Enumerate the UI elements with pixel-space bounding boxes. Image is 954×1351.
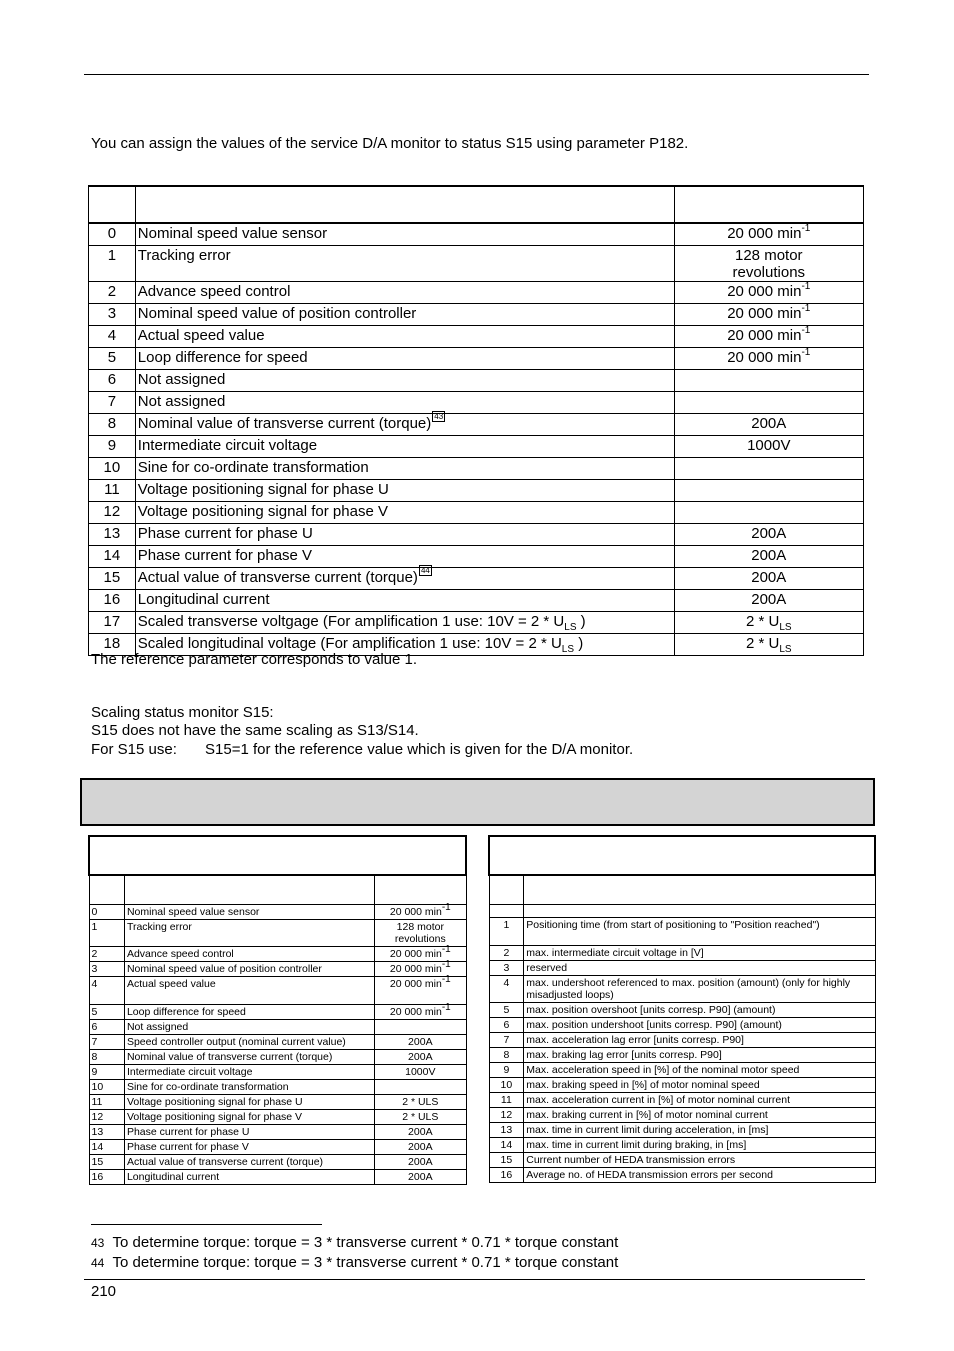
table-row — [89, 326, 864, 348]
row-number: 6 — [489, 1018, 524, 1033]
row-description: Voltage positioning signal for phase U — [124, 1095, 374, 1110]
right-table-title-row — [489, 836, 875, 875]
table-row — [89, 1125, 466, 1140]
table-row — [89, 1155, 466, 1170]
row-reference — [375, 1020, 466, 1035]
table-row — [89, 304, 864, 326]
reference-subscript: LS — [779, 644, 792, 655]
row-number: 12 — [89, 1110, 124, 1125]
description-text: Sine for co-ordinate transformation — [137, 459, 369, 476]
section-heading-bar — [80, 778, 875, 826]
row-reference — [674, 282, 863, 304]
row-description — [135, 246, 674, 282]
row-number: 15 — [89, 1155, 124, 1170]
row-number: 8 — [489, 1048, 524, 1063]
row-number: 4 — [89, 977, 124, 1005]
row-reference — [674, 246, 863, 282]
row-number: 2 — [89, 282, 136, 304]
row-description: Nominal speed value sensor — [124, 905, 374, 920]
row-number: 0 — [89, 905, 124, 920]
description-text: Nominal speed value sensor — [137, 225, 328, 242]
description-text: Loop difference for speed — [137, 349, 308, 366]
table-row — [89, 1050, 466, 1065]
row-number: 0 — [89, 223, 136, 246]
header-cell-num — [89, 186, 136, 223]
row-reference — [674, 304, 863, 326]
row-description — [135, 568, 674, 590]
row-description: Not assigned — [124, 1020, 374, 1035]
reference-superscript: -1 — [441, 901, 451, 913]
reference-superscript: -1 — [801, 223, 811, 234]
row-description — [135, 502, 674, 524]
header-cell-desc — [135, 186, 674, 223]
reference-note: The reference parameter corresponds to value 1. — [91, 651, 418, 668]
row-reference — [375, 1001, 466, 1020]
row-description — [135, 223, 674, 246]
row-reference — [674, 392, 863, 414]
row-number: 13 — [89, 1125, 124, 1140]
row-description — [135, 326, 674, 348]
row-number: 14 — [489, 1138, 524, 1153]
reference-superscript: -1 — [801, 325, 811, 336]
page-number: 210 — [91, 1283, 117, 1300]
left-monitor-table — [88, 835, 467, 1185]
footnote-number: 43 — [91, 1236, 105, 1250]
row-description: Phase current for phase U — [124, 1125, 374, 1140]
row-number: 6 — [89, 1020, 124, 1035]
row-reference — [375, 1140, 466, 1155]
footnote-reference: 44 — [420, 566, 430, 575]
row-reference — [674, 524, 863, 546]
reference-value: 20 000 min — [389, 963, 442, 975]
reference-value: 1000V — [747, 437, 791, 454]
row-description — [135, 458, 674, 480]
row-description: Current number of HEDA transmission errors — [524, 1153, 875, 1168]
description-text: Nominal value of transverse current (torque) — [137, 415, 432, 432]
reference-value: 200A — [408, 1126, 433, 1138]
row-description: Actual value of transverse current (torque) — [124, 1155, 374, 1170]
row-number: 5 — [489, 1003, 524, 1018]
table-row — [489, 1063, 875, 1078]
footnote-43 — [91, 1234, 618, 1252]
reference-value: 200A — [408, 1036, 433, 1048]
description-text: Actual value of transverse current (torque) — [137, 569, 418, 586]
table-row — [489, 918, 875, 946]
table-row — [489, 1033, 875, 1048]
description-text: Phase current for phase V — [137, 547, 313, 564]
row-reference — [375, 1155, 466, 1170]
row-number: 5 — [89, 348, 136, 370]
row-number: 9 — [89, 1065, 124, 1080]
reference-value: 20 000 min — [389, 978, 442, 990]
row-number: 1 — [89, 920, 124, 947]
table-row — [89, 348, 864, 370]
scaling-use-label: For S15 use: — [91, 741, 177, 758]
row-reference — [375, 1080, 466, 1095]
description-subscript: LS — [561, 644, 575, 655]
header-rule — [84, 74, 869, 75]
table-row — [89, 1110, 466, 1125]
footnote-number: 44 — [91, 1256, 105, 1270]
row-description: Loop difference for speed — [124, 1005, 374, 1020]
row-number: 10 — [489, 1078, 524, 1093]
description-text: Scaled longitudinal voltage (For amplification 1 use: 10V = 2 * U — [137, 635, 562, 652]
reference-value: 200A — [751, 415, 787, 432]
row-description — [135, 282, 674, 304]
row-description: Speed controller output (nominal current value) — [124, 1035, 374, 1050]
row-number: 9 — [89, 436, 136, 458]
reference-value: 200A — [751, 547, 787, 564]
row-reference — [674, 370, 863, 392]
row-number: 12 — [89, 502, 136, 524]
table-row — [489, 1048, 875, 1063]
reference-value: 2 * U — [745, 635, 780, 652]
row-reference — [674, 590, 863, 612]
row-number: 18 — [89, 634, 136, 656]
reference-value: 200A — [408, 1156, 433, 1168]
description-text: Not assigned — [137, 371, 226, 388]
reference-value: 200A — [408, 1171, 433, 1183]
reference-superscript: -1 — [441, 958, 451, 970]
row-reference — [375, 973, 466, 1005]
table-row — [89, 282, 864, 304]
row-description — [135, 546, 674, 568]
row-number: 14 — [89, 546, 136, 568]
row-description: Nominal speed value of position controller — [124, 962, 374, 977]
table-row — [89, 546, 864, 568]
reference-superscript: -1 — [801, 281, 811, 292]
row-number: 7 — [89, 1035, 124, 1050]
table-row — [89, 1080, 466, 1095]
table-row — [489, 1153, 875, 1168]
row-description: Nominal value of transverse current (torque) — [124, 1050, 374, 1065]
reference-value: 128 motor revolutions — [732, 247, 806, 281]
reference-superscript: -1 — [441, 943, 451, 955]
header-cell-ref — [674, 186, 863, 223]
right-status-table — [488, 835, 876, 1183]
description-end: ) — [574, 635, 584, 652]
scaling-use-text: S15=1 for the reference value which is given for the D/A monitor. — [205, 741, 634, 758]
description-text: Intermediate circuit voltage — [137, 437, 318, 454]
reference-value: 2 * ULS — [402, 1096, 439, 1108]
reference-value: 20 000 min — [389, 906, 442, 918]
row-number: 16 — [489, 1168, 524, 1183]
row-number: 16 — [89, 590, 136, 612]
row-description: Intermediate circuit voltage — [124, 1065, 374, 1080]
table-row — [89, 1140, 466, 1155]
row-reference — [674, 223, 863, 246]
row-description — [135, 612, 674, 634]
table-row — [489, 961, 875, 976]
row-description: max. acceleration lag error [units corresp. P90] — [524, 1033, 875, 1048]
description-text: Advance speed control — [137, 283, 291, 300]
row-description: Phase current for phase V — [124, 1140, 374, 1155]
row-reference — [674, 480, 863, 502]
table-row — [89, 590, 864, 612]
row-number: 1 — [89, 246, 136, 282]
right-table-header-row — [489, 875, 875, 905]
row-reference — [674, 634, 863, 656]
table-row — [89, 223, 864, 246]
row-description: Average no. of HEDA transmission errors per second — [524, 1168, 875, 1183]
row-number: 1 — [489, 918, 524, 946]
row-description: Voltage positioning signal for phase V — [124, 1110, 374, 1125]
row-reference — [375, 1125, 466, 1140]
table-row — [489, 1018, 875, 1033]
reference-value: 200A — [408, 1141, 433, 1153]
row-description — [135, 304, 674, 326]
row-reference — [375, 943, 466, 962]
reference-value: 20 000 min — [727, 327, 802, 344]
table-row — [89, 524, 864, 546]
row-reference — [674, 326, 863, 348]
reference-value: 2 * U — [745, 613, 780, 630]
table-row — [489, 1003, 875, 1018]
table-row — [89, 612, 864, 634]
row-description — [135, 436, 674, 458]
row-number: 4 — [489, 976, 524, 1003]
row-reference — [375, 920, 466, 947]
row-reference — [674, 612, 863, 634]
row-number: 10 — [89, 1080, 124, 1095]
left-table-title-row — [89, 836, 466, 875]
description-text: Nominal speed value of position controller — [137, 305, 417, 322]
footnote-44 — [91, 1254, 618, 1272]
row-number: 7 — [89, 392, 136, 414]
da-monitor-table — [88, 185, 864, 656]
description-text: Tracking error — [137, 247, 231, 264]
row-description: max. time in current limit during braking, in [ms] — [524, 1138, 875, 1153]
row-reference — [375, 1110, 466, 1125]
row-number: 11 — [489, 1093, 524, 1108]
reference-value: 1000V — [405, 1066, 436, 1078]
reference-superscript: -1 — [801, 303, 811, 314]
table-header-row — [89, 186, 864, 223]
table-row — [489, 1123, 875, 1138]
row-description — [135, 370, 674, 392]
description-text: Longitudinal current — [137, 591, 270, 608]
reference-value: 200A — [408, 1051, 433, 1063]
description-text: Voltage positioning signal for phase V — [137, 503, 388, 520]
row-description — [135, 348, 674, 370]
description-text: Voltage positioning signal for phase U — [137, 481, 389, 498]
table-row — [89, 1020, 466, 1035]
reference-value: 200A — [751, 591, 787, 608]
row-description — [135, 524, 674, 546]
description-text: Actual speed value — [137, 327, 265, 344]
row-number: 11 — [89, 480, 136, 502]
row-number: 8 — [89, 414, 136, 436]
row-description: max. position overshoot [units corresp. P90] (amount) — [524, 1003, 875, 1018]
row-number: 15 — [89, 568, 136, 590]
row-number: 13 — [489, 1123, 524, 1138]
row-number: 8 — [89, 1050, 124, 1065]
row-reference — [674, 568, 863, 590]
table-row — [489, 1138, 875, 1153]
row-description: max. intermediate circuit voltage in [V] — [524, 946, 875, 961]
table-row — [89, 1170, 466, 1185]
description-end: ) — [576, 613, 586, 630]
reference-superscript: -1 — [441, 1001, 451, 1013]
table-row — [89, 480, 864, 502]
reference-value: 200A — [751, 569, 787, 586]
reference-value: 2 * ULS — [402, 1111, 439, 1123]
row-description — [135, 480, 674, 502]
row-reference — [375, 1050, 466, 1065]
table-row — [489, 1078, 875, 1093]
row-description: Positioning time (from start of positioning to "Position reached") — [524, 918, 875, 946]
table-row — [89, 568, 864, 590]
reference-value: 20 000 min — [389, 1006, 442, 1018]
reference-value: 128 motor revolutions — [394, 921, 446, 945]
table-row — [89, 920, 466, 947]
row-reference — [674, 414, 863, 436]
right-table-spacer-row — [489, 905, 875, 918]
reference-value: 200A — [751, 525, 787, 542]
row-description: max. braking speed in [%] of motor nominal speed — [524, 1078, 875, 1093]
footnote-text: To determine torque: torque = 3 * transverse current * 0.71 * torque constant — [112, 1234, 619, 1251]
scaling-line: S15 does not have the same scaling as S13/S14. — [91, 722, 419, 739]
footnote-rule — [91, 1224, 322, 1225]
row-number: 12 — [489, 1108, 524, 1123]
row-number: 10 — [89, 458, 136, 480]
table-row — [89, 436, 864, 458]
description-text: Phase current for phase U — [137, 525, 313, 542]
row-reference — [674, 436, 863, 458]
row-number: 11 — [89, 1095, 124, 1110]
row-description: reserved — [524, 961, 875, 976]
table-row — [489, 946, 875, 961]
row-number: 14 — [89, 1140, 124, 1155]
row-reference — [375, 958, 466, 977]
row-reference — [674, 348, 863, 370]
table-row — [89, 246, 864, 282]
description-subscript: LS — [564, 622, 577, 633]
left-table-header-row — [89, 875, 466, 905]
reference-value: 20 000 min — [389, 948, 442, 960]
table-row — [89, 1035, 466, 1050]
reference-value: 20 000 min — [727, 305, 802, 322]
row-number: 2 — [489, 946, 524, 961]
row-reference — [375, 1170, 466, 1185]
row-description: Tracking error — [124, 920, 374, 947]
row-number: 2 — [89, 947, 124, 962]
row-description: max. braking current in [%] of motor nominal current — [524, 1108, 875, 1123]
row-description: Actual speed value — [124, 977, 374, 1005]
table-row — [89, 1095, 466, 1110]
reference-superscript: -1 — [441, 973, 451, 985]
table-row — [89, 502, 864, 524]
reference-value: 20 000 min — [727, 225, 802, 242]
table-row — [89, 977, 466, 1005]
intro-paragraph: You can assign the values of the service D/A monitor to status S15 using parameter P182. — [91, 135, 689, 152]
row-description: Longitudinal current — [124, 1170, 374, 1185]
row-description: max. braking lag error [units corresp. P90] — [524, 1048, 875, 1063]
table-row — [89, 1005, 466, 1020]
footnote-text: To determine torque: torque = 3 * transverse current * 0.71 * torque constant — [112, 1254, 619, 1271]
row-number: 3 — [489, 961, 524, 976]
row-reference — [375, 1095, 466, 1110]
row-description: max. acceleration current in [%] of motor nominal current — [524, 1093, 875, 1108]
table-row — [89, 414, 864, 436]
table-row — [89, 962, 466, 977]
row-description — [135, 590, 674, 612]
row-number: 7 — [489, 1033, 524, 1048]
row-reference — [674, 502, 863, 524]
row-reference — [674, 458, 863, 480]
row-number: 13 — [89, 524, 136, 546]
row-description — [135, 414, 674, 436]
row-number: 16 — [89, 1170, 124, 1185]
row-number: 9 — [489, 1063, 524, 1078]
row-description: max. position undershoot [units corresp. P90] (amount) — [524, 1018, 875, 1033]
row-number: 4 — [89, 326, 136, 348]
reference-value: 20 000 min — [727, 349, 802, 366]
footer-rule — [84, 1279, 865, 1280]
row-description: max. undershoot referenced to max. position (amount) (only for highly misadjusted loops) — [524, 976, 875, 1003]
row-reference — [375, 1035, 466, 1050]
row-description — [135, 392, 674, 414]
row-number: 15 — [489, 1153, 524, 1168]
description-text: Not assigned — [137, 393, 226, 410]
row-description: Max. acceleration speed in [%] of the nominal motor speed — [524, 1063, 875, 1078]
table-row — [89, 905, 466, 920]
table-row — [89, 370, 864, 392]
row-reference — [375, 901, 466, 920]
row-number: 3 — [89, 962, 124, 977]
scaling-title: Scaling status monitor S15: — [91, 704, 274, 721]
table-row — [489, 976, 875, 1003]
row-number: 17 — [89, 612, 136, 634]
reference-value: 20 000 min — [727, 283, 802, 300]
row-description: Sine for co-ordinate transformation — [124, 1080, 374, 1095]
table-row — [489, 1168, 875, 1183]
table-row — [489, 1093, 875, 1108]
table-row — [89, 947, 466, 962]
footnote-reference: 43 — [434, 412, 444, 421]
row-reference — [375, 1065, 466, 1080]
row-number: 5 — [89, 1005, 124, 1020]
table-row — [89, 1065, 466, 1080]
row-description: max. time in current limit during acceleration, in [ms] — [524, 1123, 875, 1138]
description-text: Scaled transverse voltgage (For amplification 1 use: 10V = 2 * U — [137, 613, 565, 630]
row-description: Advance speed control — [124, 947, 374, 962]
table-row — [489, 1108, 875, 1123]
row-number: 3 — [89, 304, 136, 326]
row-number: 6 — [89, 370, 136, 392]
reference-superscript: -1 — [801, 347, 811, 358]
table-row — [89, 458, 864, 480]
row-reference — [674, 546, 863, 568]
table-row — [89, 392, 864, 414]
reference-subscript: LS — [779, 622, 792, 633]
